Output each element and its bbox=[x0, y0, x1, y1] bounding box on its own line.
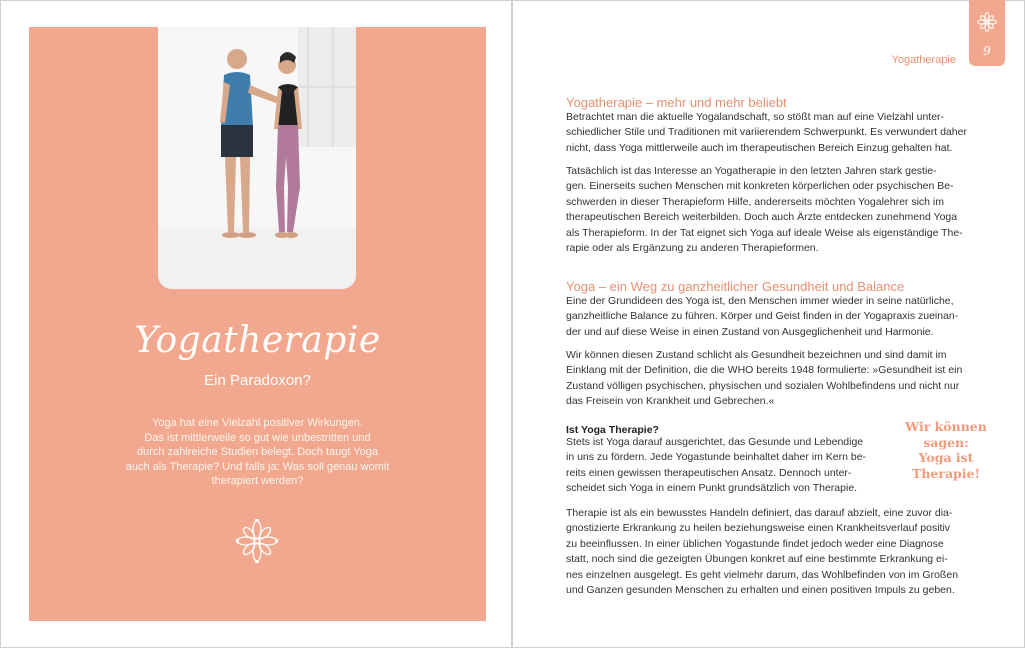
text-line: nicht, dass Yoga mittlerweile auch im therapeutischen Bereich Einzug gehalten hat. bbox=[566, 141, 953, 154]
intro-line: therapiert werden? bbox=[211, 475, 304, 487]
pull-quote bbox=[896, 419, 996, 481]
section-heading: Yogatherapie – mehr und mehr beliebt bbox=[566, 95, 787, 110]
text-line: der und auf diese Weise in einen Zustand von Ausgeglichenheit und Harmonie. bbox=[566, 325, 934, 338]
text-line: Zustand völligen psychischen, physischen und sozialen Wohlbefindens und nicht nur bbox=[566, 379, 960, 392]
text-line: Betrachtet man die aktuelle Yogalandschaft, so stößt man auf eine Vielzahl unter- bbox=[566, 111, 945, 123]
text-line: Therapie ist als ein bewusstes Handeln definiert, das darauf abzielt, eine zuvor dia- bbox=[566, 507, 953, 519]
text-line: das Freisein von Krankheit und Gebrechen.« bbox=[566, 395, 775, 408]
text-line: gnostizierte Erkrankung zu heilen beziehungsweise einen Krankheitsverlauf positiv bbox=[566, 522, 951, 535]
yoga-instructor-photo bbox=[158, 27, 356, 289]
text-line: rapie oder als Ergänzung zu anderen Therapieformen. bbox=[566, 242, 819, 255]
page-number: 9 bbox=[983, 44, 991, 58]
paragraph bbox=[566, 164, 963, 256]
text-line: Tatsächlich ist das Interesse an Yogatherapie in den letzten Jahren stark gestie- bbox=[566, 165, 937, 177]
intro-line: auch als Therapie? Und falls ja: Was soll genau womit bbox=[125, 460, 390, 473]
text-line: Eine der Grundideen des Yoga ist, den Menschen immer wieder in seine natürliche, bbox=[566, 295, 954, 307]
intro-line: Das ist mittlerweile so gut wie unbestritten und bbox=[144, 431, 371, 444]
text-line: therapeutischen Bereich weiterbilden. Doch auch Ärzte entdecken zunehmend Yoga bbox=[566, 211, 958, 224]
paragraph bbox=[566, 348, 962, 410]
pull-quote-line: Therapie! bbox=[912, 465, 980, 481]
paragraph bbox=[566, 506, 958, 598]
subsection-heading: Ist Yoga Therapie? bbox=[566, 424, 659, 436]
left-page-subtitle: Ein Paradoxon? bbox=[204, 372, 311, 389]
text-line: nes einzelnen ausgelegt. Es geht vielmehr darum, das Wohlbefinden von im Großen bbox=[566, 568, 959, 581]
text-line: gen. Einerseits suchen Menschen mit konkreten körperlichen oder psychischen Be- bbox=[566, 180, 954, 193]
intro-line: durch zahlreiche Studien belegt. Doch taugt Yoga bbox=[137, 446, 378, 458]
text-line: Wir können diesen Zustand schlicht als Gesundheit bezeichnen und sind damit im bbox=[566, 349, 947, 361]
text-line: Stets ist Yoga darauf ausgerichtet, das Gesunde und Lebendige bbox=[566, 436, 864, 448]
text-line: statt, noch sind die gezeigten Übungen konkret auf eine bestimmte Erkrankung ei- bbox=[566, 553, 948, 566]
paragraph bbox=[566, 435, 866, 497]
pull-quote-line: sagen: bbox=[923, 434, 969, 450]
left-page-title: Yogatherapie bbox=[134, 320, 381, 361]
text-line: Einklang mit der Definition, die die WHO bereits 1948 formulierte: »Gesundheit ist ein bbox=[566, 364, 963, 377]
text-line: als Therapieform. In der Tat eignet sich Yoga auf ideale Weise als eigenständige The- bbox=[566, 226, 963, 239]
text-line: reits einen gewissen therapeutischen Ansatz. Dennoch unter- bbox=[566, 466, 852, 479]
text-line: schwerden in dieser Therapieform Hilfe, andererseits möchten Yogalehrer sich im bbox=[566, 195, 944, 208]
text-line: scheidet sich Yoga in einem Punkt grundsätzlich von Therapie. bbox=[566, 482, 858, 495]
text-line: und Ganzen gesunden Menschen zu erhalten und einen positiven Impuls zu geben. bbox=[566, 584, 955, 597]
running-head: Yogatherapie bbox=[891, 54, 956, 66]
text-line: schiedlicher Stile und Traditionen mit variierendem Schwerpunkt. Es verwundert daher bbox=[566, 126, 967, 139]
pull-quote-line: Yoga ist bbox=[918, 450, 974, 465]
intro-line: Yoga hat eine Vielzahl positiver Wirkungen. bbox=[152, 417, 363, 429]
paragraph bbox=[566, 294, 958, 340]
section-heading: Yoga – ein Weg zu ganzheitlicher Gesundheit und Balance bbox=[566, 279, 905, 294]
pull-quote-line: Wir können bbox=[905, 419, 987, 434]
intro-text bbox=[110, 416, 405, 489]
page-tab bbox=[969, 0, 1005, 66]
text-line: ganzheitliche Balance zu führen. Körper und Geist finden in der Yogapraxis zueinan- bbox=[566, 310, 959, 323]
lotus-icon bbox=[977, 12, 997, 32]
lotus-icon bbox=[236, 519, 278, 563]
paragraph bbox=[566, 110, 967, 156]
text-line: in uns zu fördern. Jede Yogastunde beinhaltet daher im Kern be- bbox=[566, 451, 867, 464]
text-line: zu beeinflussen. In einer üblichen Yogastunde findet jedoch weder eine Diagnose bbox=[566, 537, 944, 550]
